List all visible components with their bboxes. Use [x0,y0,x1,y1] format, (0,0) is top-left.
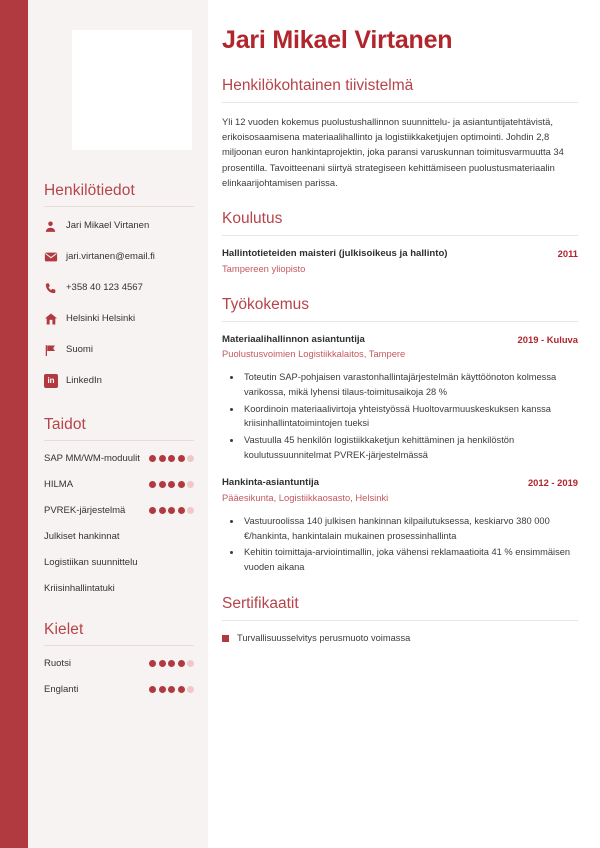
resume-entry [222,476,578,574]
entry-date: 2012 - 2019 [527,477,578,489]
bullet-item: • Toteutin SAP-pohjaisen varastonhallintajärjestelmän käyttöönoton kolmessa varikossa, mikä lyhensi tilaus-toimitusaikoja 28 % [242,370,578,399]
contact-row[interactable] [44,279,194,297]
profile-photo-placeholder [72,30,192,150]
rating-dot-filled [159,455,166,462]
summary-heading: Henkilökohtainen tiivistelmä [222,77,414,94]
entry-organization: Pääesikunta, Logistiikkaosasto, Helsinki [222,491,389,503]
divider [44,206,194,207]
summary-text: Yli 12 vuoden kokemus puolustushallinnon suunnittelu- ja asiantuntijatehtävistä, erikoisosaamisena materiaalihallinto ja logistiikkaketjujen optimointi. Johdin 2,8 miljoonan euron hankintaprojektin, joka paransi varuskunnan toimitusvarmuutta 34 prosentilla. Tavoitteenani siirtyä strategiseen kehittämiseen puolustusmateriaalin elinkaarijohtamisen parissa. [222,116,564,188]
skills-list [44,451,194,595]
divider [222,235,578,236]
contact-row[interactable] [44,372,194,390]
rating-dot-filled [168,660,175,667]
rating-dot-filled [168,507,175,514]
phone-icon [44,282,66,295]
person-icon [44,220,66,233]
entry-header [222,476,578,489]
item-label: Englanti [44,683,79,695]
email-icon [44,250,66,264]
bullet-item: • Kehitin toimittaja-arviointimallin, joka vähensi reklamaatioita 41 % ensimmäisen vuoden aikana [242,545,578,574]
contact-text: jari.virtanen@email.fi [66,251,155,263]
certificates-list [222,632,578,645]
item-label: Ruotsi [44,657,71,669]
divider [222,102,578,103]
rated-item [44,656,194,670]
entry-title: Materiaalihallinnon asiantuntija [222,333,365,345]
bullet-item: • Vastuuroolissa 140 julkisen hankinnan kilpailutuksessa, keskiarvo 380 000 €/hankinta, hankintalain mukainen prosessinhallinta [242,514,578,543]
rating-dot-filled [159,660,166,667]
rating-dot-filled [149,481,156,488]
rated-item [44,529,194,543]
divider [222,321,578,322]
entry-organization: Puolustusvoimien Logistiikkalaitos, Tampere [222,348,406,360]
certificates-heading: Sertifikaatit [222,594,299,612]
divider [44,440,194,441]
contact-text: Jari Mikael Virtanen [66,220,150,232]
rating-dot-filled [178,660,185,667]
rated-item [44,451,194,465]
rating-dot-empty [187,686,194,693]
contact-row[interactable] [44,217,194,235]
entry-organization: Tampereen yliopisto [222,262,306,274]
rated-item [44,581,194,595]
rating-dot-empty [187,455,194,462]
rating-dots [149,455,194,462]
education-heading: Koulutus [222,210,283,228]
certificates-section [222,595,578,645]
rating-dot-filled [168,481,175,488]
entry-bullets [222,370,578,462]
contact-list [44,217,194,390]
resume-entry [222,247,578,276]
rating-dots [149,660,194,667]
rating-dot-filled [178,686,185,693]
rating-dot-empty [187,660,194,667]
rating-dot-filled [149,455,156,462]
rating-dot-filled [149,507,156,514]
bullet-item: • Koordinoin materiaalivirtoja yhteistyössä Huoltovarmuuskeskuksen kanssa kriisinhallintatoimintojen tueksi [242,402,578,431]
item-label: HILMA [44,478,74,490]
personal-details-heading: Henkilötiedot [44,182,135,199]
square-bullet-icon [222,635,229,642]
languages-section [44,621,194,696]
languages-heading: Kielet [44,621,84,638]
rated-item [44,503,194,517]
item-label: Kriisinhallintatuki [44,582,115,594]
main-content [208,0,600,848]
item-label: Logistiikan suunnittelu [44,556,138,568]
rated-item [44,477,194,491]
summary-section [222,77,578,190]
item-label: PVREK-järjestelmä [44,504,126,516]
education-entries [222,247,578,276]
divider [222,620,578,621]
entry-date: 2019 - Kuluva [517,333,578,345]
rating-dot-filled [168,686,175,693]
rating-dots [149,507,194,514]
rating-dot-filled [159,507,166,514]
rating-dot-empty [187,507,194,514]
rating-dots [149,686,194,693]
bullet-item: • Vastuulla 45 henkilön logistiikkaketjun kehittäminen ja henkilöstön koulutussuunnitelmat PVREK-järjestelmässä [242,433,578,462]
rating-dot-filled [159,481,166,488]
resume-entry [222,333,578,463]
rating-dot-filled [149,686,156,693]
left-accent-bar [0,0,28,848]
experience-entries [222,333,578,575]
entry-bullets [222,514,578,575]
sidebar [28,0,208,848]
contact-text: Suomi [66,344,93,356]
rating-dot-filled [168,455,175,462]
rated-item [44,555,194,569]
rating-dots [149,481,194,488]
contact-text: Helsinki Helsinki [66,313,136,325]
personal-details-section [44,182,194,390]
entry-date: 2011 [557,248,578,260]
rated-item [44,682,194,696]
flag-icon [44,344,66,357]
skills-heading: Taidot [44,416,86,433]
rating-dot-filled [149,660,156,667]
experience-heading: Työkokemus [222,295,310,313]
candidate-name: Jari Mikael Virtanen [222,26,453,54]
contact-row[interactable] [44,248,194,266]
entry-title: Hankinta-asiantuntija [222,477,320,489]
divider [44,645,194,646]
entry-header [222,247,578,260]
contact-row[interactable] [44,310,194,328]
rating-dot-filled [178,507,185,514]
home-icon [44,312,66,326]
item-label: SAP MM/WM-moduulit [44,452,140,464]
certificate-text: Turvallisuusselvitys perusmuoto voimassa [237,632,411,643]
entry-title: Hallintotieteiden maisteri (julkisoikeus ja hallinto) [222,248,448,260]
certificate-row [222,632,578,645]
linkedin-badge: in [44,374,58,388]
rating-dot-filled [159,686,166,693]
rating-dot-empty [187,481,194,488]
education-section [222,210,578,276]
languages-list [44,656,194,696]
item-label: Julkiset hankinnat [44,530,120,542]
skills-section [44,416,194,595]
experience-section [222,296,578,575]
rating-dot-filled [178,455,185,462]
linkedin-icon [44,374,66,388]
contact-text: +358 40 123 4567 [66,282,143,294]
contact-text: LinkedIn [66,375,102,387]
contact-row[interactable] [44,341,194,359]
rating-dot-filled [178,481,185,488]
entry-header [222,333,578,346]
